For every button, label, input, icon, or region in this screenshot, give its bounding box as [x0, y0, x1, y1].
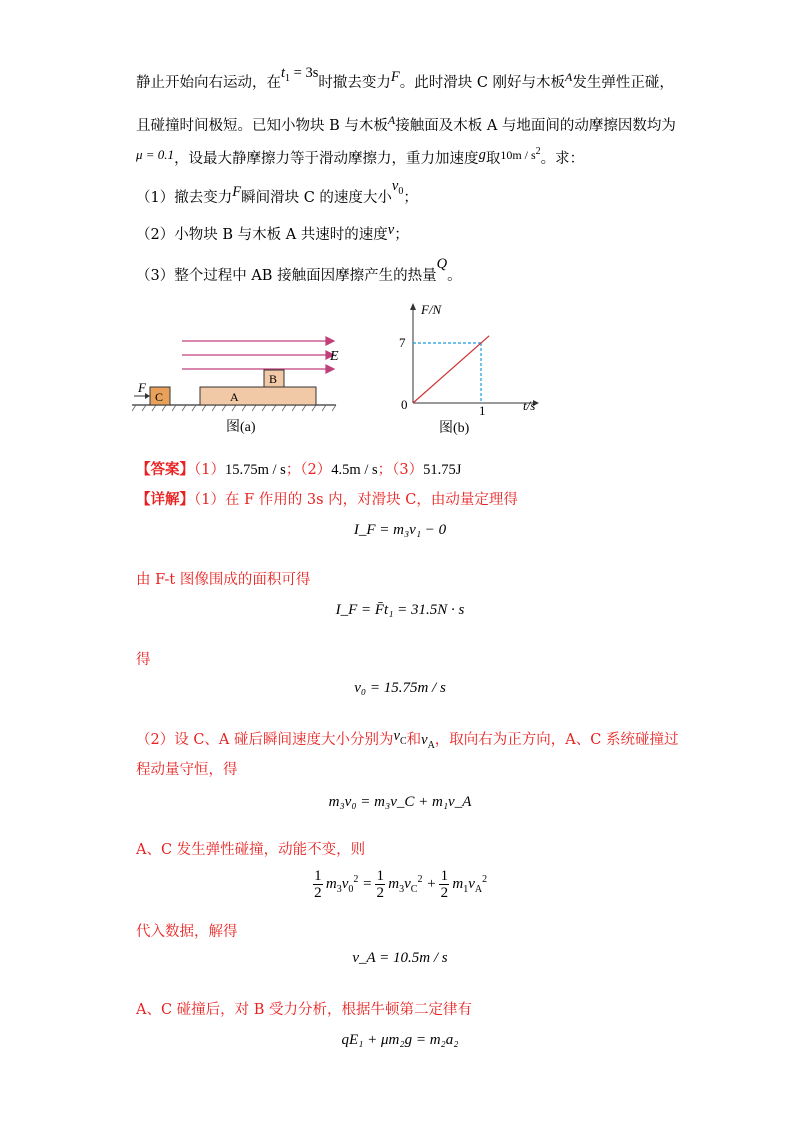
- x-axis-label: t/s: [523, 398, 536, 413]
- board-a: [200, 387, 316, 405]
- equation-1: I_F = m₃v₁ − 0: [353, 522, 447, 538]
- y-tick-7: 7: [399, 335, 406, 350]
- figure-a: [130, 325, 350, 440]
- problem-line-2: 且碰撞时间极短。已知小物块 B 与木板$^A$接触面及木板 A 与地面间的动摩擦因数均为: [136, 113, 676, 134]
- svg-text:C: C: [155, 390, 164, 404]
- x-tick-1: 1: [479, 403, 486, 418]
- figure-b: [395, 300, 545, 440]
- force-label: F: [138, 380, 146, 395]
- equation-4: m₃v₀ = m₃v_C + m₁v_A: [328, 794, 472, 810]
- equation-6: v_A = 10.5m / s: [352, 950, 448, 966]
- svg-text:A: A: [230, 390, 239, 404]
- question-1: （1）撤去变力F瞬间滑块 C 的速度大小$v_0$；: [136, 178, 418, 206]
- answer-line: 【答案】（1）15.75m / s；（2）4.5m / s；（3）51.75J: [136, 461, 462, 478]
- caption-b: 图(b): [439, 421, 470, 436]
- question-2: （2）小物块 B 与木板 A 共速时的速度v；: [136, 222, 409, 243]
- solution-line-3: 得: [136, 652, 151, 668]
- equation-7: qE₁ + μm₂g = m₂a₂: [341, 1032, 459, 1048]
- solution-line-1: 【详解】（1）在 F 作用的 3s 内，对滑块 C，由动量定理得: [136, 491, 518, 508]
- equation-5: 1 2 $m_3v_0^2$ = 1 2 $m_3v_C^2$ + 1 2 $m_1v_A^2$: [314, 868, 488, 901]
- origin-label: 0: [401, 397, 408, 412]
- caption-a: 图(a): [226, 420, 256, 435]
- solution-line-8: A、C 碰撞后，对 B 受力分析，根据牛顿第二定律有: [136, 1002, 473, 1018]
- question-3: （3）整个过程中 AB 接触面因摩擦产生的热量Q。: [136, 256, 462, 284]
- y-axis-label: F/N: [421, 302, 442, 317]
- svg-text:B: B: [269, 372, 278, 386]
- solution-line-2: 由 F-t 图像围成的面积可得: [136, 572, 311, 588]
- field-label: E: [330, 349, 339, 364]
- equation-2: I_F = F̄t₁ = 31.5N · s: [335, 602, 465, 618]
- problem-line-1: 静止开始向右运动，在$t_1 = 3s$时撤去变力F。此时滑块 C 刚好与木板$^A$发生弹性正碰，: [136, 65, 674, 91]
- solution-line-6: A、C 发生弹性碰撞，动能不变，则: [136, 842, 366, 858]
- problem-line-3: μ = 0.1，设最大静摩擦力等于滑动摩擦力，重力加速度g取$^{10m / s^2}$。求：: [136, 146, 585, 167]
- series-line: [413, 336, 489, 403]
- equation-3: v₀ = 15.75m / s: [354, 680, 446, 696]
- solution-line-4: （2）设 C、A 碰后瞬间速度大小分别为$v_C$和$v_A$，取向右为正方向，A、C 系统碰撞过: [136, 728, 679, 751]
- solution-line-5: 程动量守恒，得: [136, 762, 238, 778]
- solution-line-7: 代入数据，解得: [136, 924, 238, 940]
